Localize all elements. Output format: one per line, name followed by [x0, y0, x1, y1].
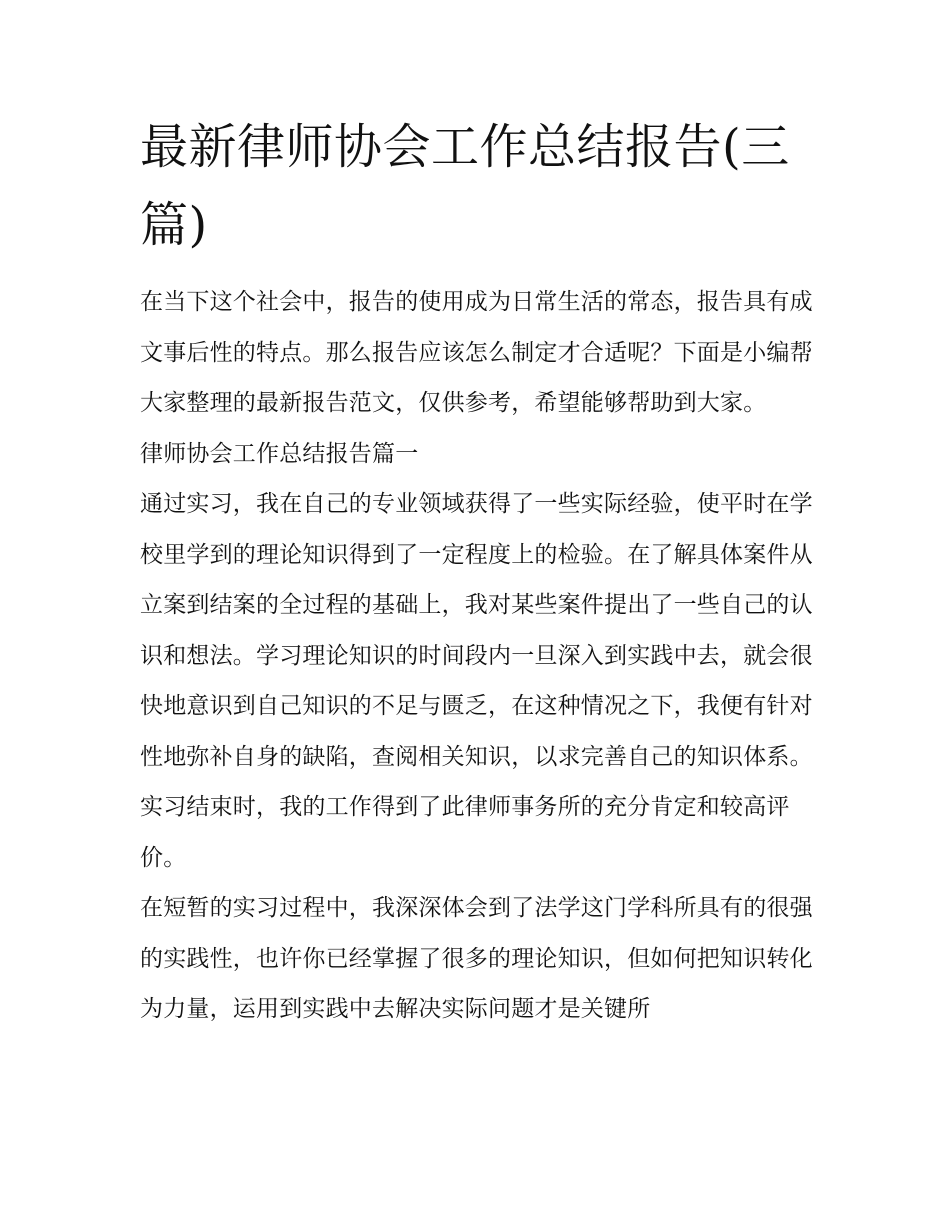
intro-paragraph: 在当下这个社会中，报告的使用成为日常生活的常态，报告具有成文事后性的特点。那么报告应该怎么制定才合适呢？下面是小编帮大家整理的最新报告范文，仅供参考，希望能够帮助到大家。: [140, 289, 813, 416]
section-heading: 律师协会工作总结报告篇一: [140, 440, 419, 467]
body-paragraph: 在短暂的实习过程中，我深深体会到了法学这门学科所具有的很强的实践性，也许你已经掌握了很多的理论知识，但如何把知识转化为力量，运用到实践中去解决实际问题才是关键所: [140, 895, 813, 1022]
body-paragraph: 通过实习，我在自己的专业领域获得了一些实际经验，使平时在学校里学到的理论知识得到了一定程度上的检验。在了解具体案件从立案到结案的全过程的基础上，我对某些案件提出了一些自己的认识和想法。学习理论知识的时间段内一旦深入到实践中去，就会很快地意识到自己知识的不足与匮乏，在这种情况之下，我便有针对性地弥补自身的缺陷，查阅相关知识，以求完善自己的知识体系。实习结束时，我的工作得到了此律师事务所的充分肯定和较高评价。: [140, 491, 813, 871]
document-body: [140, 277, 820, 1035]
document-title: 最新律师协会工作总结报告(三篇): [140, 119, 790, 253]
